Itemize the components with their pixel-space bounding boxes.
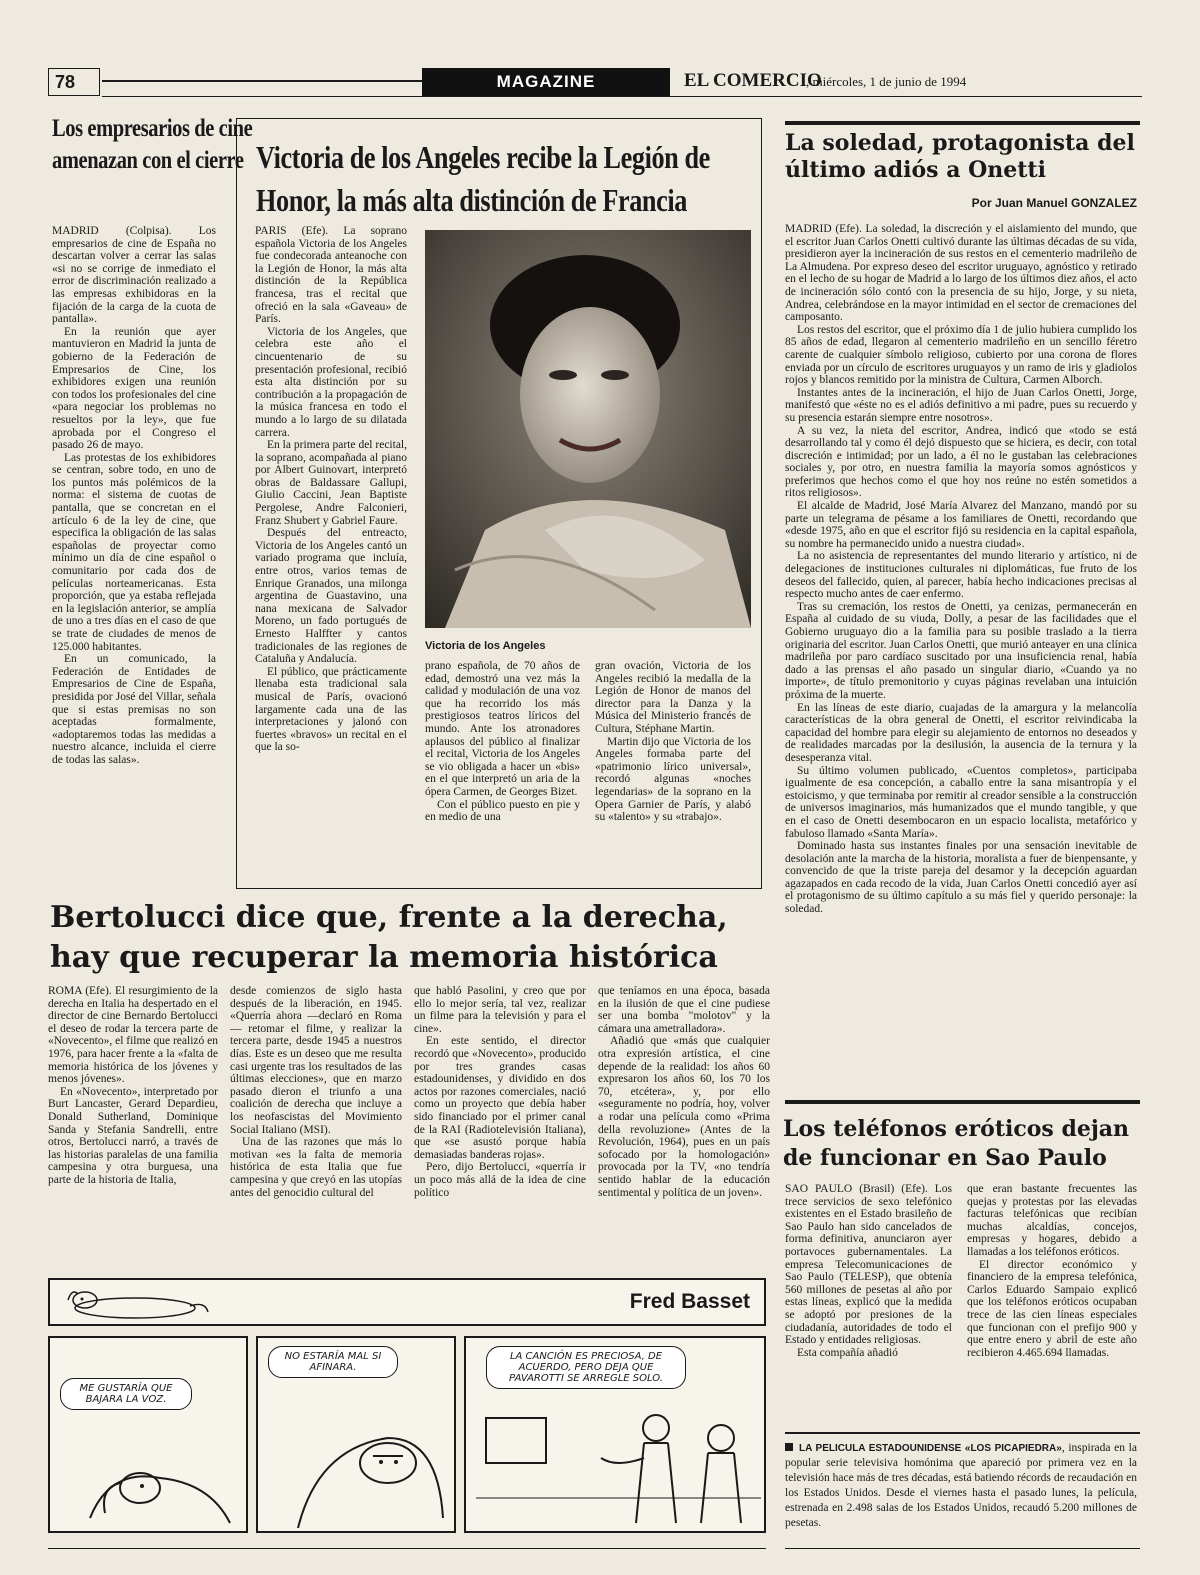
brief-lead: LA PELICULA ESTADOUNIDENSE «LOS PICAPIEDRA» (799, 1443, 1062, 1454)
cine-paragraph: Las protestas de los exhibidores se centran, sobre todo, en uno de los puntos más polémicos de la norma: el sistema de cuotas de pantalla, que se concretan en el artículo 6 de la ley de cine, que especifica la obligación de las salas españolas de proyectar como mínimo un día de cine español o comunitario por cada dos de películas norteamericanas. Esta proporción, que ya estaba reflejada en la legislación anterior, se amplía de uno a tres días en el caso de que se trate de ciudades de menos de 125.000 habitantes. (52, 451, 216, 653)
brief-text: , inspirada en la popular serie televisiva homónima que apareció por primera vez en la televisión hace más de tres décadas, está batiendo récords de recaudación en los Estados Unidos. Desde el viernes hasta el pasado lunes, la película, estrenada en 2.498 salas de los Estados Unidos, recaudó 5.200 millones de pesetas. (785, 1442, 1137, 1529)
cine-headline: Los empresarios de cine amenazan con el cierre (52, 115, 253, 174)
comic-title-panel (48, 1278, 766, 1326)
couple-drawing-icon (476, 1398, 761, 1528)
photo-caption: Victoria de los Angeles (425, 640, 546, 652)
page-number: 78 (48, 68, 100, 96)
onetti-headline: La soledad, protagonista del último adiós a Onetti (785, 130, 1135, 183)
telefonos-headline: Los teléfonos eróticos dejan de funcionar en Sao Paulo (783, 1116, 1130, 1171)
dog-drawing-icon (80, 1438, 240, 1528)
onetti-body: MADRID (Efe). La soledad, la discreción y el aislamiento del mundo, que el escritor Juan Carlos Onetti cultivó durante las últimas décadas de su vida, presidieron ayer la incineración de sus restos en el cementerio madrileño de La Almudena. Por expreso deseo del escritor uruguayo, agnóstico y retirado en el lecho de su hogar de Madrid a lo largo de los últimos diez años, el acto de incineración sólo contó con la presencia de su hijo, Jorge, y su nieta, Andrea, celebrándose en la mayor intimidad en el sector de cremaciones del camposanto. Los restos del escritor, que el próximo día 1 de julio hubiera cumplido los 85 años de edad, llegaron al cementerio madrileño en un sencillo féretro carente de cualquier símbolo religioso, cubierto por una corona de flores enviada por un círculo de escritores uruguayos y un ramo de iris y gladiolos rojos y blancos remitido por la ministra de Cultura, Carmen Alborch. Instantes antes de la incineración, el hijo de Juan Carlos Onetti, Jorge, manifestó que «éste no es el adiós definitivo a mi padre, pues su recuerdo y su presencia estarán siempre entre nosotros». A su vez, la nieta del escritor, Andrea, indicó que «todo se está desarrollando tal y como él dejó dispuesto que se hiciera, es decir, con total discreción e intimidad; por un lado, a él no le gustaban las celebraciones sociales y, por otro, en nuestra familia la mayoría somos agnósticos y preferimos que hechos como el que hoy nos reúne no estén sometidos a ritos religiosos». El alcalde de Madrid, José María Alvarez del Manzano, mandó por su parte un telegrama de pésame a los familiares de Onetti, recordando que «desde 1975, año en que el escritor fijó su residencia en la capital española, su nombre ha permanecido unido a nuestra ciudad». La no asistencia de representantes del mundo literario y artístico, ni de delegaciones de instituciones culturales ni diplomáticas, fue fruto de los deseos del fallecido, quien, al parecer, había hecho indicaciones precisas al respecto mucho antes de caer enfermo. Tras su cremación, los restos de Onetti, ya cenizas, permanecerán en España al cuidado de su viuda, Dolly, a pesar de las facilidades que el Gobierno uruguayo dio a la familia para su posible traslado a la tierra originaria del escritor. Juan Carlos Onetti, que murió anteayer en una clínica madrileña por paro cardíaco suscitado por una insuficiencia renal, había dado a las prensas el año pasado un singular diario, «Cuando ya no importe», de título premonitorio y cuyas páginas revelaban una intuición próxima de la muerte. En las líneas de este diario, cuajadas de la amargura y la melancolía características de la obra general de Onetti, el escritor reivindicaba la capacidad del hombre para elegir su alejamiento de entornos no deseados y de realidades marcadas por la desilusión, la ausencia de la ternura y la desesperanza vital. Su último volumen publicado, «Cuentos completos», participaba igualmente de esa concepción, a caballo entre la sana misantropía y el estoicismo, y que terminaba por remitir al creador sensible a la construcción de universos imaginarios, más humanizados que el mundo tangible, y que en el caso de Onetti desembocaron en un espacio localista, metafórico y fabuloso llamado «Santa María». Dominado hasta sus instantes finales por una sensación inevitable de desolación ante la marcha de la historia, moralista a fuer de bienpensante, y convencido de que la triste pareja del desamor y la decepción aguardan agazapados en cada recodo de la vida, Juan Carlos Onetti concedió ayer así el protagonismo de su último capítulo a su más fiel y querido personaje: la soledad. (785, 223, 1137, 916)
bertolucci-col4: que teníamos en una época, basada en la ilusión de que el cine pudiese ser una bomba "molotov" y la cámara una ametralladora». Añadió que «más que cualquier otra expresión artística, el cine depende de la realidad: los años 60 expresaron los años 60, los 70 los 70, etcétera», y, por ello «seguramente no podría, hoy, volver a rodar una película como «Prima della revoluzione» (Antes de la Revolución, 1964), pues en un país sofocado por la homologación» provocada por la TV, «no tendría sentido hablar de la educación sentimental y política de un joven». (598, 985, 770, 1199)
comic-panel-3 (464, 1336, 766, 1533)
bertolucci-col2: desde comienzos de siglo hasta después de la liberación, en 1945. «Querría ahora —declaró en Roma— retomar el filme, y realizar la tercera parte, desde 1945 a nuestros días. Este es un deseo que me resulta casi urgente tras los resultados de las últimas elecciones», que en marzo pasado dieron el triunfo a una coalición de derecha que incluye a los neofascistas del Movimiento Social Italiano (MSI). Una de las razones que más lo motivan «es la falta de memoria histórica de esta Italia que fue campesina y que creyó en las utopías antes del genocidio cultural del (230, 985, 402, 1199)
bertolucci-col1: ROMA (Efe). El resurgimiento de la derecha en Italia ha despertado en el director de cine Bernardo Bertolucci el deseo de rodar la tercera parte de «Novecento», el filme que realizó en 1976, para hacer frente a la «falta de memoria histórica de los jóvenes y menos jóvenes». En «Novecento», interpretado por Burt Lancaster, Gerard Depardieu, Donald Sutherland, Dominique Sanda y Stefania Sandrelli, entre otros, Bertolucci narró, a través de las historias paralelas de una familia campesina y otra burguesa, una parte de la historia de Italia, (48, 985, 218, 1186)
victoria-col1: PARIS (Efe). La soprano española Victoria de los Angeles fue condecorada anteanoche con la Legión de Honor, la más alta distinción de la República francesa, tras el recital que ofreció en la sala «Gaveau» de París. Victoria de los Angeles, que celebra este año el cincuentenario de su presentación profesional, recibió esta alta distinción por su contribución a la propagación de la música francesa en todo el mundo a lo largo de su dilatada carrera. En la primera parte del recital, la soprano, acompañada al piano por Albert Guinovart, interpretó obras de Baldassare Gallupi, Giulio Caccini, Jean Baptiste Pergolese, Andre Falconieri, Franz Shubert y Gabriel Faure. Después del entreacto, Victoria de los Angeles cantó un variado programa que incluía, entre otros, varios temas de Enrique Granados, una milonga argentina de Guastavino, una nana mexicana de Salvador Moreno, un fado portugués de Ernesto Halffter y cantos tradicionales de las regiones de Cataluña y Andalucía. El público, que prácticamente llenaba esta tradicional sala musical de París, ovacionó largamente cada una de las interpretaciones y jalonó con fuertes «bravos» un recital en el que la so- (255, 225, 407, 754)
section-label: MAGAZINE (422, 68, 670, 96)
bertolucci-headline: Bertolucci dice que, frente a la derecha, hay que recuperar la memoria histórica (50, 900, 728, 975)
telefonos-col2: que eran bastante frecuentes las quejas y protestas por las elevadas facturas telefónicas que recibían muchas alcaldías, concejos, empresas y hogares, debido a llamadas a los teléfonos eróticos. El director económico y financiero de la empresa telefónica, Carlos Eduardo Sampaio explicó que los teléfonos eróticos ocupaban trece de las cien líneas especiales que funcionan con el prefijo 900 y que entre enero y abril de este año recibieron 4.465.694 llamadas. (967, 1183, 1137, 1359)
comic-title: Fred Basset (629, 1290, 750, 1313)
dog-logo-icon (60, 1286, 210, 1322)
telefonos-col1: SAO PAULO (Brasil) (Efe). Los trece servicios de sexo telefónico existentes en el Estado brasileño de Sao Paulo han sido cancelados de forma definitiva, anunciaron ayer portavoces gubernamentales. La empresa Telecomunicaciones de Sao Paulo (TELESP), que obtenía 560 millones de pesetas al año por estas líneas, explicó que la medida se adoptó por presiones de la ciudadanía, autoridades de todo el Estado y entidades religiosas. Esta compañía añadió (785, 1183, 952, 1359)
victoria-col3: gran ovación, Victoria de los Angeles recibió la medalla de la Legión de Honor de manos del director para la Danza y la Música del Ministerio francés de Cultura, Stéphane Martin. Martin dijo que Victoria de los Angeles formaba parte del «patrimonio lírico universal», recordó algunas «noches legendarias» de la soprano en la Opera Garnier de París, y alabó su «talento» y su «trabajo». (595, 660, 751, 824)
victoria-col2: prano española, de 70 años de edad, demostró una vez más la calidad y modulación de una voz que ha recorrido los más prestigiosos teatros líricos del mundo. Ante los atronadores aplausos del público al finalizar el recital, Victoria de los Angeles se vio obligada a hacer un «bis» en el que interpretó un aria de la ópera Carmen, de Georges Bizet. Con el público puesto en pie y en medio de una (425, 660, 580, 824)
cine-paragraph: En la reunión que ayer mantuvieron en Madrid la junta de gobierno de la Federación de Empresarios de Cine, los exhibidores exigen una reunión con todos los profesionales del cine «para negociar los problemas no resueltos por la ley», que fue aprobada por el Congreso el pasado 26 de mayo. (52, 325, 216, 452)
speech-bubble: NO ESTARÍA MAL SI AFINARA. (268, 1346, 398, 1378)
portrait-image (425, 230, 751, 628)
bertolucci-col3: que habló Pasolini, y creo que por ello lo mejor sería, tal vez, realizar un filme para la televisión y para el cine». En este sentido, el director recordó que «Novecento», producido por tres grandes casas estadounidenses, y dividido en dos actos por razones comerciales, nació como un proyecto que debía haber sido financiado por el primer canal de la RAI (Radiotelevisión Italiana), que «se asustó porque había demasiadas banderas rojas». Pero, dijo Bertolucci, «querría ir un poco más allá de la idea de cine político (414, 985, 586, 1199)
newspaper-name: EL COMERCIO (684, 70, 822, 91)
speech-bubble: ME GUSTARÍA QUE BAJARA LA VOZ. (60, 1378, 192, 1410)
issue-date: , miércoles, 1 de junio de 1994 (806, 74, 967, 89)
page-header (48, 68, 1142, 98)
cine-paragraph: MADRID (Colpisa). Los empresarios de cine de España no descartan volver a cerrar las salas «si no se corrige de inmediato el error de discriminación realizado a las empresas exhibidoras en la fijación de la carga de la cuota de pantalla». (52, 225, 216, 326)
victoria-headline: Victoria de los Angeles recibe la Legión de Honor, la más alta distinción de Francia (256, 139, 710, 218)
brief-item (785, 1441, 1137, 1536)
dog-closeup-icon (278, 1408, 448, 1528)
comic-panel-2 (256, 1336, 456, 1533)
victoria-photo (425, 230, 751, 628)
comic-panel-1 (48, 1336, 248, 1533)
brief-square-icon (785, 1443, 793, 1451)
speech-bubble: LA CANCIÓN ES PRECIOSA, DE ACUERDO, PERO DEJA QUE PAVAROTTI SE ARREGLE SOLO. (486, 1346, 686, 1389)
comic-strip (48, 1278, 766, 1536)
cine-paragraph: En un comunicado, la Federación de Entidades de Empresarios de Cine de España, presidida por José del Villar, señala que si estas premisas no son aceptadas formalmente, «adoptaremos todas las medidas a nuestro alcance, incluida el cierre de todas las salas». (52, 653, 216, 766)
cine-body (52, 225, 216, 880)
onetti-byline: Por Juan Manuel GONZALEZ (971, 196, 1137, 210)
